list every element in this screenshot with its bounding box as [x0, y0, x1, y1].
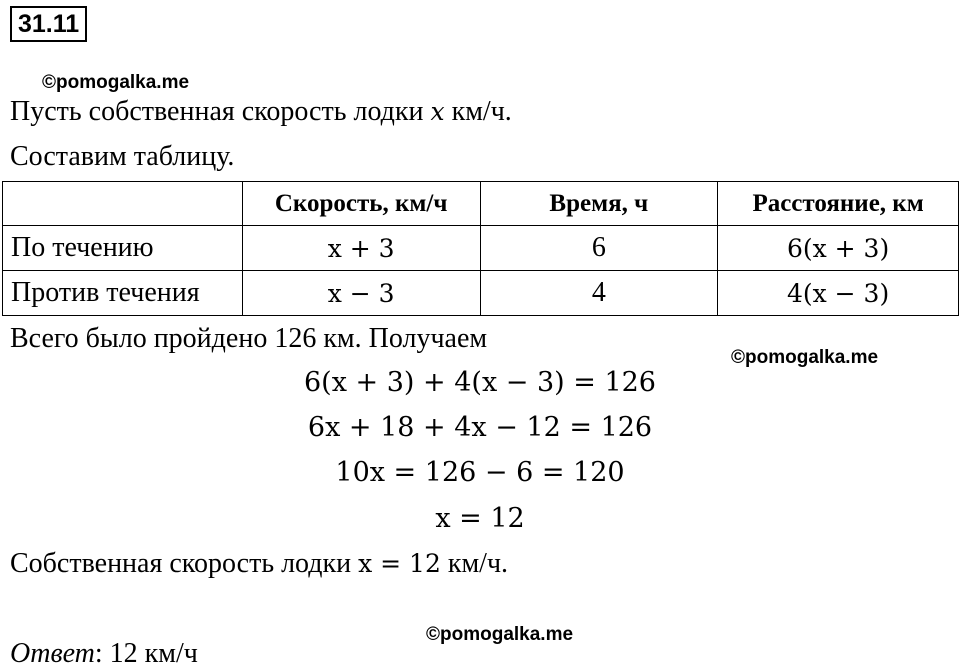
- table-header-cell: Скорость, км/ч: [242, 182, 480, 226]
- table-header-row: [3, 182, 959, 226]
- intro-variable: x: [430, 97, 445, 126]
- answer-line: [10, 638, 198, 670]
- conclusion-suffix: км/ч.: [440, 548, 509, 579]
- problem-number: 31.11: [10, 6, 87, 42]
- total-text: Всего было пройдено 126 км. Получаем: [10, 323, 488, 354]
- table-header-cell: [3, 182, 243, 226]
- speed-table: [2, 181, 959, 316]
- equation-line: x = 12: [435, 503, 525, 534]
- conclusion-line: [10, 548, 508, 580]
- table-cell: x − 3: [242, 271, 480, 316]
- table-row: [3, 226, 959, 271]
- table-cell: 6: [480, 226, 718, 271]
- conclusion-math: x = 12: [358, 549, 441, 578]
- equation-line: 6x + 18 + 4x − 12 = 126: [307, 412, 653, 443]
- table-row: [3, 271, 959, 316]
- answer-label: Ответ: [10, 638, 95, 669]
- table-cell: 6(x + 3): [718, 226, 959, 271]
- table-cell: x + 3: [242, 226, 480, 271]
- intro-prefix: Пусть собственная скорость лодки: [10, 96, 431, 127]
- equation-line: 10x = 126 − 6 = 120: [335, 457, 625, 488]
- intro-line: [10, 96, 512, 128]
- compose-table-text: Составим таблицу.: [10, 141, 235, 172]
- answer-value: : 12 км/ч: [94, 638, 198, 669]
- equation-line: 6(x + 3) + 4(x − 3) = 126: [304, 367, 656, 398]
- table-row-label: По течению: [3, 226, 243, 271]
- table-header-cell: Расстояние, км: [718, 182, 959, 226]
- table-cell: 4: [480, 271, 718, 316]
- conclusion-prefix: Собственная скорость лодки: [10, 548, 359, 579]
- table-cell: 4(x − 3): [718, 271, 959, 316]
- table-header-cell: Время, ч: [480, 182, 718, 226]
- intro-suffix: км/ч.: [444, 96, 512, 127]
- watermark: ©pomogalka.me: [42, 72, 190, 93]
- table-row-label: Против течения: [3, 271, 243, 316]
- watermark: ©pomogalka.me: [731, 347, 879, 368]
- watermark: ©pomogalka.me: [426, 624, 574, 645]
